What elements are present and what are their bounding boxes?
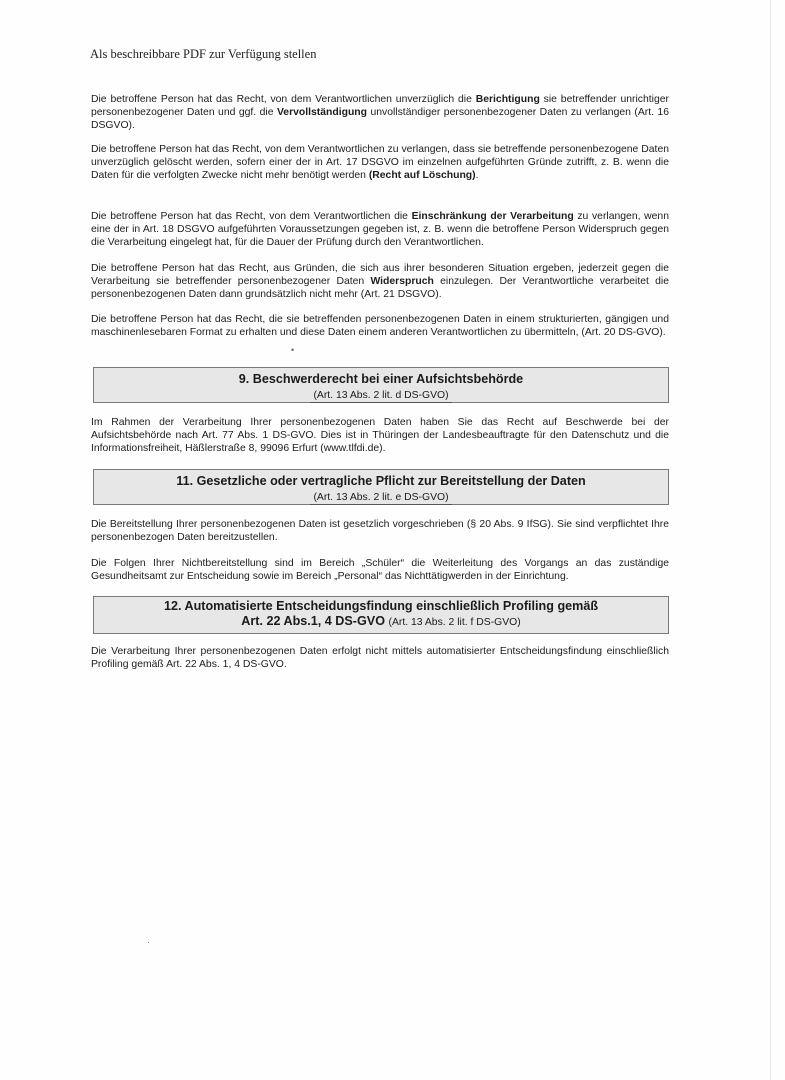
scan-speck: • [291, 345, 295, 355]
section-12-title-line2 [94, 614, 668, 630]
scan-speck: · [147, 937, 150, 947]
paragraph-bereitstellung [91, 518, 669, 544]
paragraph-text: Die betroffene Person hat das Recht, die sie betreffenden personenbezogenen Daten in einem strukturierten, gängigen und maschinenlesebaren Format zu erhalten und diese Daten einem anderen Verantwortlichen zu übermitteln, (Art. 20 DS-GVO). [91, 314, 669, 339]
paragraph-einschraenkung [91, 210, 669, 250]
paragraph-profiling [91, 645, 669, 671]
section-12-title-line1: 12. Automatisierte Entscheidungsfindung einschließlich Profiling gemäß [163, 599, 599, 613]
section-12-title-article: Art. 22 Abs.1, 4 DS-GVO [241, 614, 385, 628]
paragraph-text: Die Bereitstellung Ihrer personenbezogenen Daten ist gesetzlich vorgeschrieben (§ 20 Abs. 9 IfSG). Sie sind verpflichtet Ihre personenbezogen Daten bereitzustellen. [91, 519, 669, 544]
paragraph-bold: (Recht auf Löschung) [368, 170, 476, 182]
paragraph-text: Die Verarbeitung Ihrer personenbezogenen Daten erfolgt nicht mittels automatisierter Entscheidungsfindung einschließlich Profiling gemäß Art. 22 Abs. 1, 4 DS-GVO. [91, 646, 669, 671]
paragraph-text: einzulegen. Der Verantwortliche verarbeitet die personenbezogenen Daten dann grundsätzlich nicht mehr (Art. 21 DSGVO). [91, 276, 669, 301]
paragraph-bold: Berichtigung [475, 94, 540, 105]
section-9-title: 9. Beschwerderecht bei einer Aufsichtsbehörde [238, 372, 524, 386]
paragraph-text: Die betroffene Person hat das Recht, von dem Verantwortlichen die [91, 211, 412, 222]
paragraph-datenuebertragbarkeit [91, 313, 669, 339]
paragraph-text: Im Rahmen der Verarbeitung Ihrer personenbezogenen Daten haben Sie das Recht auf Beschwerde bei der Aufsichtsbehörde nach Art. 77 Abs. 1 DS-GVO. Dies ist in Thüringen der Landesbeauftragte für den Datenschutz und die Informationsfreiheit, Häßlerstraße 8, 99096 Erfurt (www.tlfdi.de). [91, 417, 669, 455]
paragraph-bold: Vervollständigung [276, 107, 368, 119]
paragraph-text: Die betroffene Person hat das Recht, aus Gründen, die sich aus ihrer besonderen Situation ergeben, jederzeit gegen die Verarbeitung sie betreffender personenbezogener Daten [91, 263, 669, 288]
paragraph-text: Die Folgen Ihrer Nichtbereitstellung sind im Bereich „Schüler“ die Weiterleitung des Vorgangs an das zuständige Gesundheitsamt zur Entscheidung sowie im Bereich „Personal“ das Nichttätigwerden in der Einrichtung. [91, 558, 669, 583]
paragraph-loeschung [91, 143, 669, 183]
paragraph-text: Die betroffene Person hat das Recht, von dem Verantwortlichen unverzüglich die [91, 94, 476, 105]
paragraph-text: zu verlangen, wenn eine der in Art. 18 DSGVO aufgeführten Voraussetzungen gegeben ist, z. B. wenn die betroffene Person Widerspruch gegen die Verarbeitung eingelegt hat, für die Dauer der Prüfung durch den Verantwortlichen. [91, 211, 669, 249]
section-9-box [93, 367, 669, 403]
paragraph-bold: Einschränkung der Verarbeitung [411, 211, 574, 222]
section-12-box [93, 596, 669, 634]
section-12-subtitle: (Art. 13 Abs. 2 lit. f DS-GVO) [388, 617, 521, 628]
paragraph-widerspruch [91, 262, 669, 302]
section-9-subtitle: (Art. 13 Abs. 2 lit. d DS-GVO) [310, 389, 451, 403]
paragraph-berichtigung [91, 93, 669, 133]
paragraph-text: sie betreffender unrichtiger personenbezogener Daten und ggf. die [91, 94, 669, 119]
paragraph-beschwerde [91, 416, 669, 456]
paragraph-text: . [475, 170, 479, 182]
page-header: Als beschreibbare PDF zur Verfügung stellen [90, 47, 317, 61]
section-11-title: 11. Gesetzliche oder vertragliche Pflicht zur Bereitstellung der Daten [176, 474, 586, 488]
paragraph-text: Die betroffene Person hat das Recht, von dem Verantwortlichen zu verlangen, dass sie betreffende personenbezogene Daten unverzüglich gelöscht werden, sofern einer der in Art. 17 DSGVO im einzelnen aufgeführten Gründe zutrifft, z. B. wenn die Daten für die verfolgten Zwecke nicht mehr benötigt werden [91, 144, 669, 182]
section-11-box [93, 469, 669, 505]
paragraph-folgen [91, 557, 669, 583]
scan-edge [770, 0, 771, 1080]
paragraph-text: unvollständiger personenbezogener Daten zu verlangen (Art. 16 DSGVO). [91, 107, 669, 132]
paragraph-bold: Widerspruch [370, 276, 434, 288]
section-11-subtitle: (Art. 13 Abs. 2 lit. e DS-GVO) [310, 491, 451, 505]
